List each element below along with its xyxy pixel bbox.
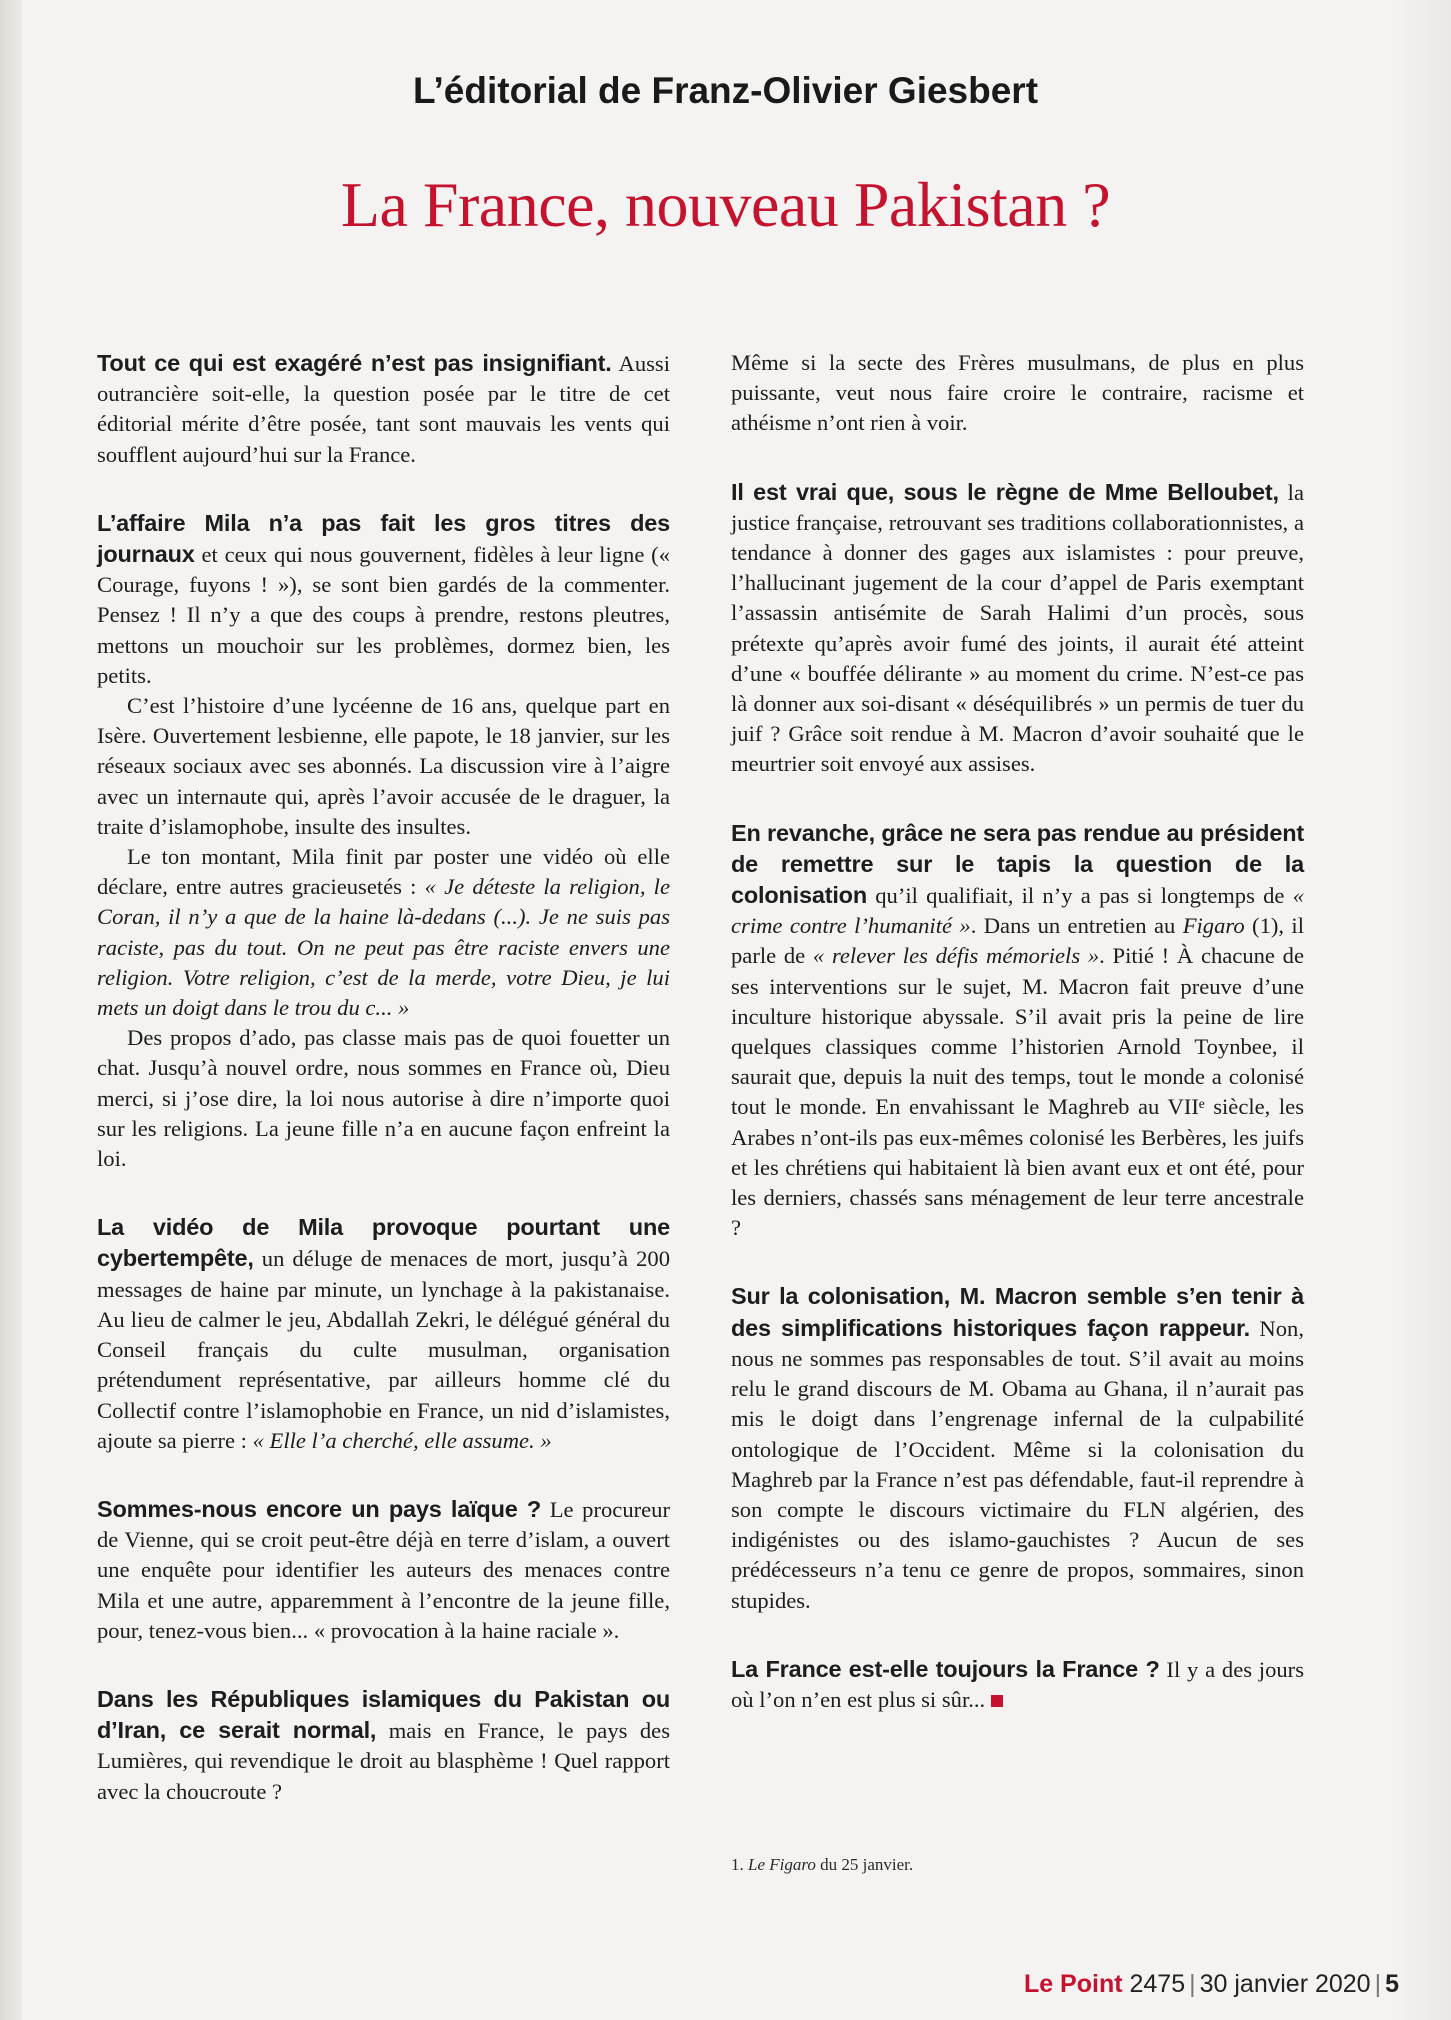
footnote-text: du 25 janvier. [815, 1855, 914, 1874]
footnote-source: Le Figaro [748, 1855, 816, 1874]
paragraph-lead: La France est-elle toujours la France ? [731, 1655, 1160, 1682]
paragraph-lead: En revanche, grâce ne sera pas rendue au président de remettre sur le tapis la question de la colonisation [731, 819, 1304, 909]
paragraph [97, 508, 670, 691]
paragraph [97, 691, 670, 842]
paragraph-text: Aussi outrancière soit-elle, la question posée par le titre de cet éditorial mérite d’être posée, tant sont mauvais les vents qui soufflent aujourd’hui sur la France. [97, 351, 670, 467]
paragraph [731, 1654, 1304, 1715]
quote: « crime contre l’humanité » [731, 883, 1304, 939]
paragraph-lead: La vidéo de Mila provoque pourtant une cybertempête, [97, 1214, 670, 1272]
paragraph-text: (1), il parle de [731, 913, 1304, 969]
paragraph [731, 477, 1304, 780]
paragraph [731, 818, 1304, 1244]
paragraph [97, 1023, 670, 1174]
newspaper-name: Figaro [1182, 913, 1245, 939]
paragraph-text: mais en France, le pays des Lumières, qui revendique le droit au blasphème ! Quel rapport avec la choucroute ? [97, 1718, 670, 1804]
paragraph [97, 1494, 670, 1646]
paragraph-lead: Il est vrai que, sous le règne de Mme Belloubet, [731, 478, 1279, 505]
paragraph-text: un déluge de menaces de mort, jusqu’à 200 messages de haine par minute, un lynchage à la pakistanaise. Au lieu de calmer le jeu, Abdallah Zekri, le délégué général du Conseil français du culte musulman, organisation prétendument représentative, par ailleurs homme clé du Collectif contre l’islamophobie en France, un nid d’islamistes, ajoute sa pierre : [97, 1246, 670, 1453]
paragraph-text: Le ton montant, Mila finit par poster une vidéo où elle déclare, entre autres gracieusetés : [97, 844, 670, 900]
folio-separator: | [1374, 1970, 1382, 1998]
folio-separator: | [1189, 1970, 1196, 1998]
paragraph [97, 1212, 670, 1456]
editorial-kicker: L’éditorial de Franz-Olivier Giesbert [412, 70, 1039, 111]
right-column [731, 348, 1304, 1753]
paragraph-text: Même si la secte des Frères musulmans, de plus en plus puissante, veut nous faire croire le contraire, racisme et athéisme n’ont rien à voir. [731, 350, 1304, 436]
paragraph-text: la justice française, retrouvant ses traditions collaborationnistes, a tendance à donner des gages aux islamistes : pour preuve, l’hallucinant jugement de la cour d’appel de Paris exemptant l’assassin antisémite de Sarah Halimi d’un procès, sous prétexte qu’après avoir fumé des joints, il aurait été atteint d’une « bouffée délirante » au moment du crime. N’est-ce pas là donner aux soi-disant « déséquilibrés » un permis de tuer du juif ? Grâce soit rendue à M. Macron d’avoir souhaité que le meurtrier soit envoyé aux assises. [731, 479, 1304, 777]
paragraph [97, 1684, 670, 1807]
quote: « Je déteste la religion, le Coran, il n’y a que de la haine là-dedans (...). Je ne suis pas raciste, pas du tout. On ne peut pas être raciste envers une religion. Votre religion, c’est de la merde, votre Dieu, je lui mets un doigt dans le trou du c... » [97, 874, 670, 1021]
footnote [731, 1855, 913, 1875]
quote: « relever les défis mémoriels » [812, 943, 1100, 969]
paragraph-lead: Tout ce qui est exagéré n’est pas insignifiant. [97, 350, 612, 376]
paragraph-text: . Dans un entretien au [970, 913, 1183, 939]
page-folio [1024, 1970, 1399, 1999]
paragraph-text: Non, nous ne sommes pas responsables de tout. S’il avait au moins relu le grand discours de M. Obama au Ghana, il n’aurait pas mis le doigt dans l’engrenage infernal de la culpabilité ontologique de l’Occident. Même si la colonisation du Maghreb par la France n’est pas défendable, faut-il reprendre à son compte le discours victimaire du FLN algérien, des indigénistes ou des islamo-gauchistes ? Aucun de ses prédécesseurs n’a tenu ce genre de propos, sommaires, sinon stupides. [731, 1315, 1304, 1613]
paragraph [731, 348, 1304, 439]
facing-page-bleed [1391, 0, 1451, 2020]
issue-date: 30 janvier 2020 [1199, 1970, 1371, 1998]
paragraph-text: Des propos d’ado, pas classe mais pas de quoi fouetter un chat. Jusqu’à nouvel ordre, nous sommes en France où, Dieu merci, si j’ose dire, la loi nous autorise à dire n’importe quoi sur les religions. La jeune fille n’a en aucune façon enfreint la loi. [97, 1025, 670, 1172]
paragraph [97, 348, 670, 470]
paragraph-text: C’est l’histoire d’une lycéenne de 16 ans, quelque part en Isère. Ouvertement lesbienne, elle papote, le 18 janvier, sur les réseaux sociaux avec ses abonnés. La discussion vire à l’aigre avec un internaute qui, après l’avoir accusée de le draguer, la traite d’islamophobe, insulte des insultes. [97, 693, 670, 839]
footnote-number: 1. [731, 1855, 744, 1874]
paragraph-text: qu’il qualifiait, il n’y a pas si longtemps de [867, 883, 1293, 909]
paragraph-lead: Sommes-nous encore un pays laïque ? [97, 1495, 542, 1522]
scan-edge [0, 0, 22, 2020]
quote: « Elle l’a cherché, elle assume. » [252, 1427, 552, 1453]
paragraph-text: et ceux qui nous gouvernent, fidèles à leur ligne (« Courage, fuyons ! »), se sont bien gardés de la commenter. Pensez ! Il n’y a que des coups à prendre, restons pleutres, mettons un mouchoir sur les problèmes, dormez bien, les petits. [97, 542, 670, 688]
paragraph [97, 842, 670, 1023]
paragraph-lead: L’affaire Mila n’a pas fait les gros titres des journaux [97, 509, 670, 568]
paragraph-text: . Pitié ! À chacune de ses interventions sur le sujet, M. Macron fait preuve d’une inculture historique abyssale. S’il avait pris la peine de lire quelques classiques comme l’historien Arnold Toynbee, il saurait que, depuis la nuit des temps, tout le monde a colonisé tout le monde. En envahissant le Maghreb au VIIᵉ siècle, les Arabes n’ont-ils pas eux-mêmes colonisé les Berbères, les juifs et les chrétiens qui habitaient là bien avant eux et ont été, pour les derniers, chassés sans ménagement de leur terre ancestrale ? [731, 943, 1304, 1241]
paragraph [731, 1281, 1304, 1615]
paragraph-text: Il y a des jours où l’on n’en est plus si sûr... [731, 1656, 1304, 1712]
left-column [97, 348, 670, 1845]
paragraph-lead: Dans les Républiques islamiques du Pakistan ou d’Iran, ce serait normal, [97, 1685, 670, 1744]
page-number: 5 [1385, 1970, 1399, 1998]
end-of-article-square-icon [991, 1695, 1003, 1707]
paragraph-text: Le procureur de Vienne, qui se croit peut-être déjà en terre d’islam, a ouvert une enquête pour identifier les auteurs des menaces contre Mila et une autre, apparemment à l’encontre de la jeune fille, pour, tenez-vous bien... « provocation à la haine raciale ». [97, 1496, 670, 1643]
magazine-brand: Le Point [1023, 1970, 1123, 1998]
article-title: La France, nouveau Pakistan ? [340, 169, 1111, 240]
paragraph-lead: Sur la colonisation, M. Macron semble s’en tenir à des simplifications historiques façon rappeur. [731, 1283, 1304, 1341]
issue-number: 2475 [1129, 1970, 1186, 1998]
